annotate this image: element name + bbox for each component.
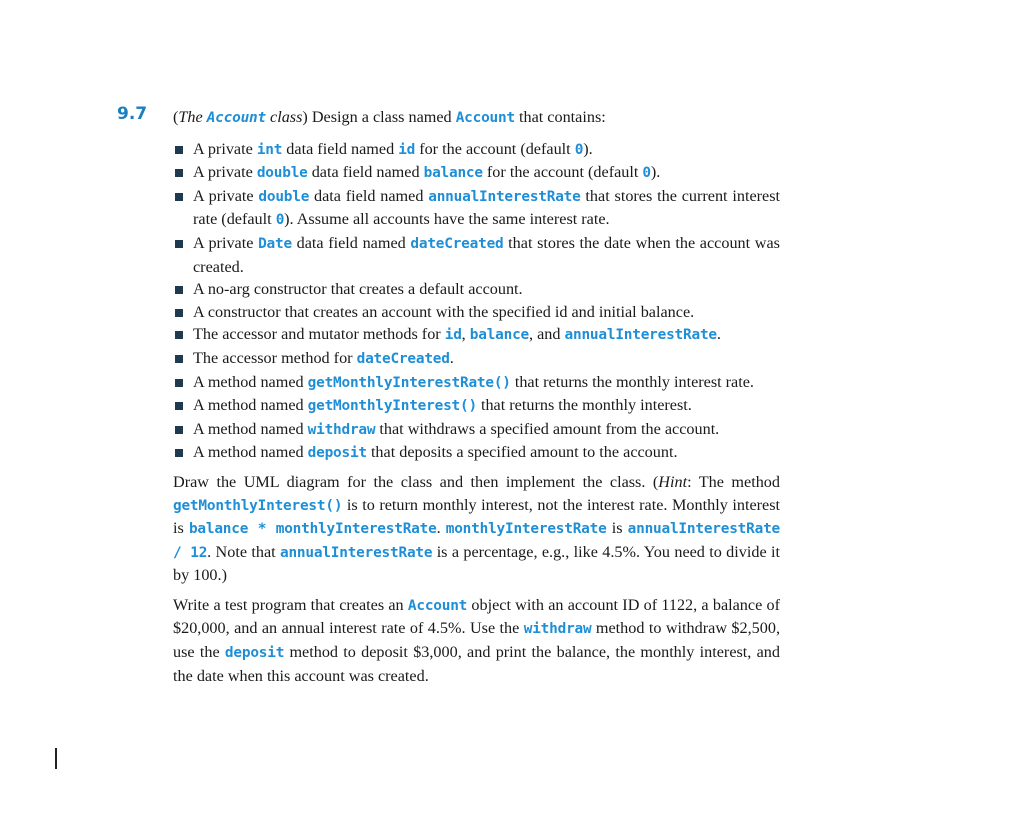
test-program-paragraph: Write a test program that creates an Account object with an account ID of 1122, a balance of $20,000, and an annual interest rate of 4.5%. Use the withdraw method to withdraw $2,500, use the deposit method to deposit $3,000, and print the balance, the monthly interest, and the date when this account was created. — [173, 595, 780, 685]
bullet-icon — [175, 193, 183, 201]
bullet-icon — [175, 426, 183, 434]
list-item: A method named getMonthlyInterest() that returns the monthly interest. — [173, 394, 780, 418]
exercise-body — [173, 106, 780, 694]
list-item: A method named getMonthlyInterestRate() that returns the monthly interest rate. — [173, 371, 780, 395]
requirements-list — [173, 138, 780, 465]
bullet-icon — [175, 169, 183, 177]
list-item: A private double data field named annualInterestRate that stores the current interest rate (default 0). Assume all accounts have the same interest rate. — [173, 185, 780, 232]
list-item: A private Date data field named dateCreated that stores the date when the account was created. — [173, 232, 780, 278]
list-item: A private double data field named balance for the account (default 0). — [173, 161, 780, 185]
exercise-intro: (The Account class) Design a class named Account that contains: — [173, 108, 606, 126]
bullet-icon — [175, 286, 183, 294]
text-cursor — [55, 748, 57, 769]
list-item: A constructor that creates an account with the specified id and initial balance. — [173, 301, 780, 324]
bullet-icon — [175, 449, 183, 457]
list-item: The accessor and mutator methods for id, balance, and annualInterestRate. — [173, 323, 780, 347]
bullet-icon — [175, 146, 183, 154]
bullet-icon — [175, 331, 183, 339]
bullet-icon — [175, 402, 183, 410]
exercise-number: 9.7 — [117, 104, 148, 124]
bullet-icon — [175, 240, 183, 248]
bullet-icon — [175, 355, 183, 363]
list-item: A method named withdraw that withdraws a specified amount from the account. — [173, 418, 780, 442]
bullet-icon — [175, 379, 183, 387]
list-item: A private int data field named id for the account (default 0). — [173, 138, 780, 162]
bullet-icon — [175, 309, 183, 317]
list-item: A no-arg constructor that creates a default account. — [173, 278, 780, 301]
uml-paragraph: Draw the UML diagram for the class and then implement the class. (Hint: The method getMonthlyInterest() is to return monthly interest, not the interest rate. Monthly interest is balance * monthlyInterestRate. monthlyInterestRate is annualInterestRate / 12. Note that annualInterestRate is a percentage, e.g., like 4.5%. You need to divide it by 100.) — [173, 472, 780, 585]
list-item: The accessor method for dateCreated. — [173, 347, 780, 371]
list-item: A method named deposit that deposits a specified amount to the account. — [173, 441, 780, 465]
